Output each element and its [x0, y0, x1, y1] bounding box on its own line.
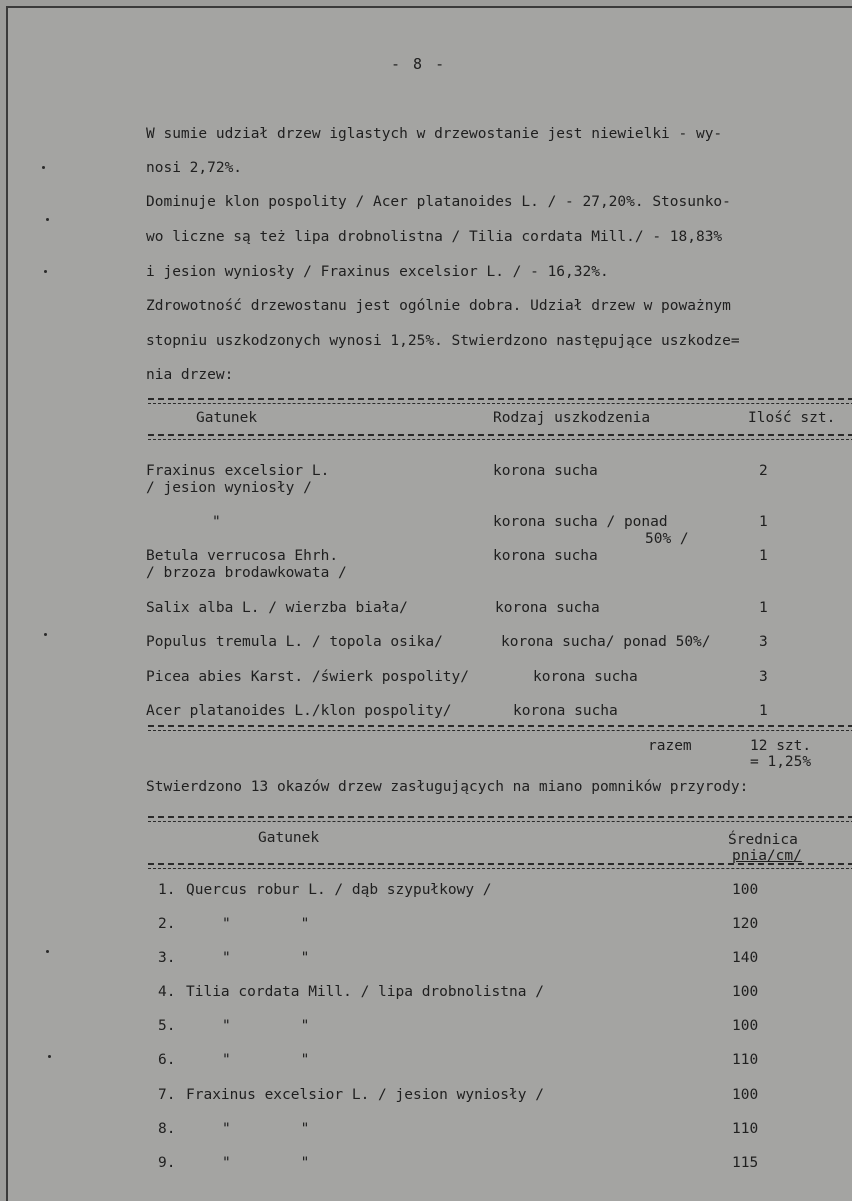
intro-line: wo liczne są też lipa drobnolistna / Tilia cordata Mill./ - 18,83%: [146, 229, 723, 245]
table-cell-damage: korona sucha / ponad: [493, 514, 668, 530]
document-page: [6, 6, 852, 1201]
row-number: 4.: [158, 984, 176, 1000]
table-rule: [148, 730, 852, 731]
table-cell-count: 2: [759, 463, 768, 479]
table-cell-species: " ": [222, 1052, 310, 1068]
table-cell-species: / jesion wyniosły /: [146, 480, 312, 496]
table-cell-count: 1: [759, 703, 768, 719]
table-cell-species: / brzoza brodawkowata /: [146, 565, 347, 581]
column-header-count: Ilość szt.: [748, 410, 836, 426]
table-cell-species: " ": [222, 1155, 310, 1171]
row-number: 8.: [158, 1121, 176, 1137]
table-cell-diameter: 100: [732, 1018, 759, 1034]
table-rule: [148, 816, 852, 818]
total-value: 12 szt.: [750, 738, 812, 754]
margin-dot: [48, 1055, 51, 1058]
table-cell-count: 1: [759, 548, 768, 564]
table-cell-species: Betula verrucosa Ehrh.: [146, 548, 339, 564]
table-cell-count: 1: [759, 600, 768, 616]
table-rule: [148, 398, 852, 400]
table-rule: [148, 439, 852, 440]
column-header-species: Gatunek: [258, 830, 320, 846]
table-cell-damage: korona sucha: [493, 463, 598, 479]
table-cell-damage: korona sucha/ ponad 50%/: [501, 634, 711, 650]
table-cell-damage: korona sucha: [513, 703, 618, 719]
table-cell-diameter: 110: [732, 1121, 759, 1137]
table-rule: [148, 868, 852, 869]
page-number: - 8 -: [391, 55, 447, 73]
table-cell-species: Fraxinus excelsior L.: [146, 463, 330, 479]
table-cell-species: ": [212, 514, 221, 530]
table-cell-species: Picea abies Karst. /świerk pospolity/: [146, 669, 470, 685]
table-cell-diameter: 100: [732, 984, 759, 1000]
intro-line: Dominuje klon pospolity / Acer platanoides L. / - 27,20%. Stosunko-: [146, 194, 731, 210]
row-number: 5.: [158, 1018, 176, 1034]
row-number: 3.: [158, 950, 176, 966]
margin-dot: [46, 218, 49, 221]
table-cell-species: Populus tremula L. / topola osika/: [146, 634, 443, 650]
table-cell-damage: korona sucha: [493, 548, 598, 564]
total-percent: = 1,25%: [750, 754, 812, 770]
monuments-intro: Stwierdzono 13 okazów drzew zasługujących na miano pomników przyrody:: [146, 779, 749, 795]
table-cell-species: " ": [222, 1121, 310, 1137]
row-number: 1.: [158, 882, 176, 898]
intro-line: nosi 2,72%.: [146, 160, 243, 176]
row-number: 6.: [158, 1052, 176, 1068]
margin-dot: [42, 166, 45, 169]
table-rule: [148, 725, 852, 727]
intro-line: i jesion wyniosły / Fraxinus excelsior L. / - 16,32%.: [146, 264, 609, 280]
intro-line: nia drzew:: [146, 367, 234, 383]
table-cell-species: Quercus robur L. / dąb szypułkowy /: [186, 882, 492, 898]
table-cell-count: 3: [759, 669, 768, 685]
table-cell-damage: 50% /: [645, 531, 689, 547]
table-cell-damage: korona sucha: [495, 600, 600, 616]
table-cell-damage: korona sucha: [533, 669, 638, 685]
table-cell-species: Salix alba L. / wierzba biała/: [146, 600, 408, 616]
row-number: 2.: [158, 916, 176, 932]
table-cell-count: 3: [759, 634, 768, 650]
table-rule: [148, 403, 852, 404]
table-cell-species: " ": [222, 1018, 310, 1034]
column-header-diameter-unit: pnia/cm/: [732, 848, 802, 864]
table-cell-diameter: 120: [732, 916, 759, 932]
table-cell-diameter: 100: [732, 882, 759, 898]
table-cell-species: Acer platanoides L./klon pospolity/: [146, 703, 452, 719]
intro-line: Zdrowotność drzewostanu jest ogólnie dobra. Udział drzew w poważnym: [146, 298, 731, 314]
margin-dot: [46, 950, 49, 953]
table-cell-diameter: 110: [732, 1052, 759, 1068]
table-cell-species: Tilia cordata Mill. / lipa drobnolistna /: [186, 984, 544, 1000]
table-rule: [148, 821, 852, 822]
table-cell-species: Fraxinus excelsior L. / jesion wyniosły /: [186, 1087, 544, 1103]
table-cell-diameter: 140: [732, 950, 759, 966]
intro-line: W sumie udział drzew iglastych w drzewostanie jest niewielki - wy-: [146, 126, 723, 142]
column-header-species: Gatunek: [196, 410, 258, 426]
row-number: 9.: [158, 1155, 176, 1171]
table-cell-diameter: 115: [732, 1155, 759, 1171]
margin-dot: [44, 270, 47, 273]
margin-dot: [44, 633, 47, 636]
table-cell-count: 1: [759, 514, 768, 530]
table-cell-diameter: 100: [732, 1087, 759, 1103]
column-header-diameter: Średnica: [728, 832, 798, 848]
intro-line: stopniu uszkodzonych wynosi 1,25%. Stwierdzono następujące uszkodze=: [146, 333, 740, 349]
table-cell-species: " ": [222, 950, 310, 966]
total-label: razem: [648, 738, 692, 754]
table-cell-species: " ": [222, 916, 310, 932]
table-rule: [148, 863, 852, 865]
column-header-damage: Rodzaj uszkodzenia: [493, 410, 651, 426]
table-rule: [148, 434, 852, 436]
row-number: 7.: [158, 1087, 176, 1103]
